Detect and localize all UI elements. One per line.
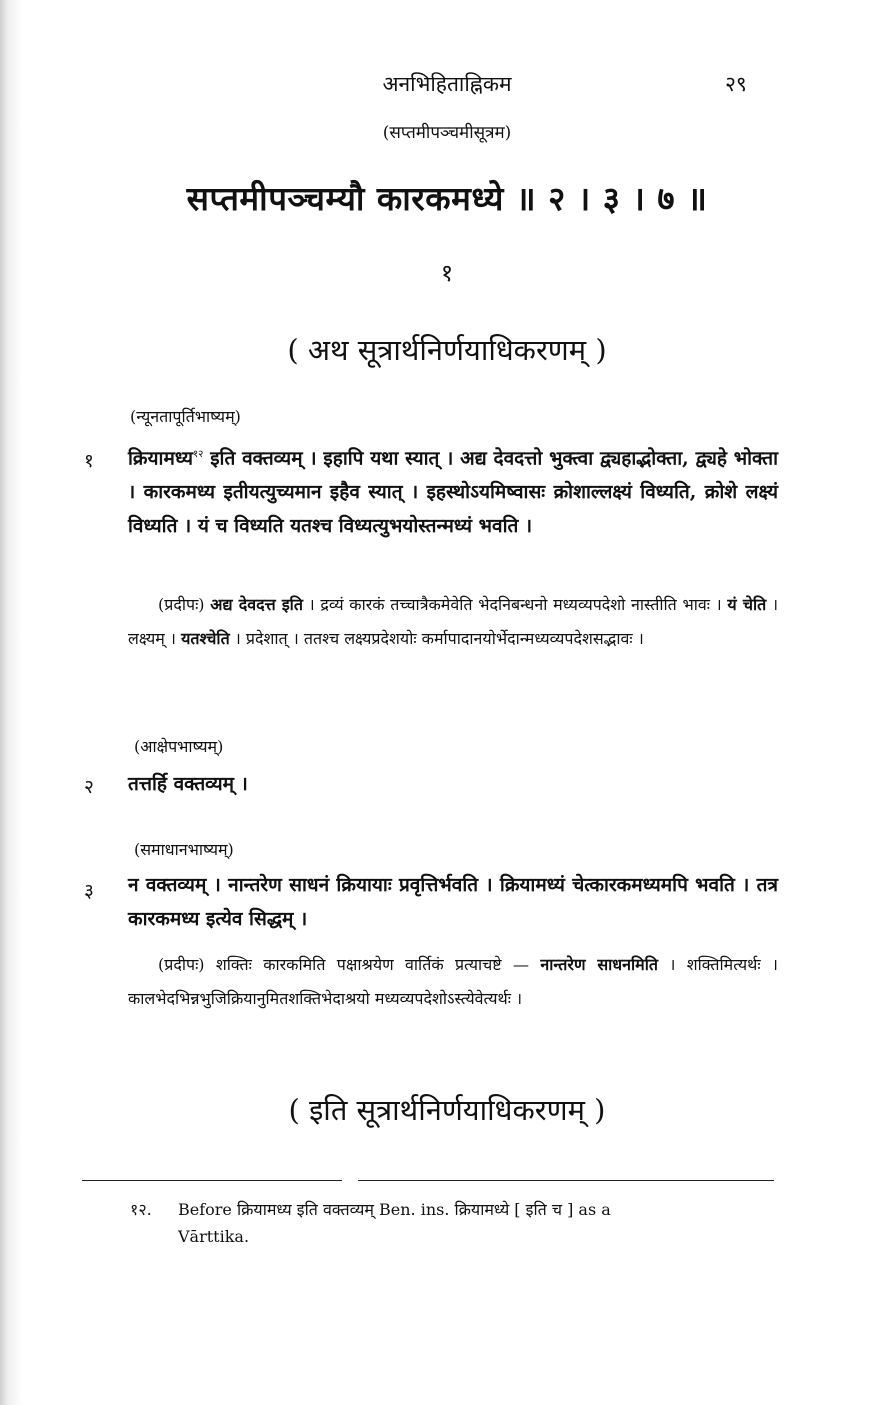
- sutra-label: (सप्तमीपञ्चमीसूत्रम): [382, 123, 512, 143]
- footnote-line-1: Before क्रियामध्य इति वक्तव्यम् Ben. ins. क्रियामध्ये [ इति च ] as a: [178, 1200, 611, 1219]
- footnote: [130, 1196, 780, 1250]
- pratika-2: यं चेति: [727, 595, 767, 614]
- block-1-bhashya: [128, 438, 778, 543]
- pradipa-text-2: । लक्ष्यम् ।: [128, 595, 779, 648]
- block-1-pradipa: [128, 588, 778, 656]
- block-2-number: २: [84, 776, 94, 798]
- pradipa-text-1: । शक्तिमित्यर्थः । कालभेदभिन्नभुजिक्रियानुमितशक्तिभेदाश्रयो मध्यव्यपदेशोऽस्त्येवेत्यर्थः ।: [128, 955, 778, 1008]
- pradipa-text-3: । प्रदेशात् । ततश्च लक्ष्यप्रदेशयोः कर्मापादानयोर्भेदान्मध्यव्यपदेशसद्भावः ।: [229, 629, 644, 648]
- pratika-1: नान्तरेण साधनमिति: [540, 955, 658, 974]
- block-3-number: ३: [84, 880, 94, 902]
- block-2-bhashya: तत्तर्हि वक्तव्यम् ।: [128, 773, 248, 795]
- pradipa-text-0: शक्तिः कारकमिति पक्षाश्रयेण वार्तिकं प्रत्याचष्टे —: [204, 955, 541, 974]
- footnote-line-2: Vārttika.: [178, 1227, 250, 1246]
- block-1-label: (न्यूनतापूर्तिभाष्यम्): [130, 407, 241, 426]
- section-number: १: [440, 259, 454, 287]
- section-title: ( अथ सूत्रार्थनिर्णयाधिकरणम् ): [287, 333, 607, 367]
- block-3-label: (समाधानभाष्यम्): [134, 840, 234, 859]
- footnote-rule-right: [358, 1180, 774, 1181]
- block-3-bhashya: न वक्तव्यम् । नान्तरेण साधनं क्रियायाः प्रवृत्तिर्भवति । क्रियामध्यं चेत्कारकमध्यमपि भवति । तत्र कारकमध्य इत्येव सिद्धम् ।: [128, 874, 778, 930]
- sutra-heading: सप्तमीपञ्चम्यौ कारकमध्ये ॥ २ । ३ । ७ ॥: [186, 179, 708, 218]
- pratika-3: यतश्चेति: [181, 629, 230, 648]
- page-number: २९: [725, 72, 747, 96]
- footnote-number: १२.: [130, 1200, 152, 1219]
- block-2-label: (आक्षेपभाष्यम्): [134, 737, 224, 756]
- pratika-1: अद्य देवदत्त इति: [210, 595, 303, 614]
- bhashya-rest: इति वक्तव्यम् । इहापि यथा स्यात् । अद्य देवदत्तो भुक्त्वा द्व्यहाद्भोक्ता, द्व्यहे भोक्ता । कारकमध्य इतीयत्युच्यमान इहैव स्यात् । इहस्थोऽयमिष्वासः क्रोशाल्लक्ष्यं विध्यति, क्रोशे लक्ष्यं विध्यति । यं च विध्यति यतश्च विध्यत्युभयोस्तन्मध्यं भवति ।: [128, 447, 778, 538]
- pradipa-tag: (प्रदीपः): [158, 595, 205, 614]
- bhashya-head: क्रियामध्य: [128, 447, 193, 470]
- pradipa-text-1: । द्रव्यं कारकं तच्चात्रैकमेवेति भेदनिबन्धनो मध्यव्यपदेशो नास्तीति भावः ।: [302, 595, 728, 614]
- block-3-pradipa: [128, 948, 778, 1016]
- footnote-rule-left: [82, 1180, 342, 1181]
- section-end-title: ( इति सूत्रार्थनिर्णयाधिकरणम् ): [288, 1093, 606, 1127]
- running-title: अनभिहिताह्निकम: [382, 72, 512, 96]
- footnote-ref[interactable]: १२: [192, 449, 204, 460]
- block-1-number: १: [84, 450, 94, 472]
- pradipa-tag: (प्रदीपः): [158, 955, 205, 974]
